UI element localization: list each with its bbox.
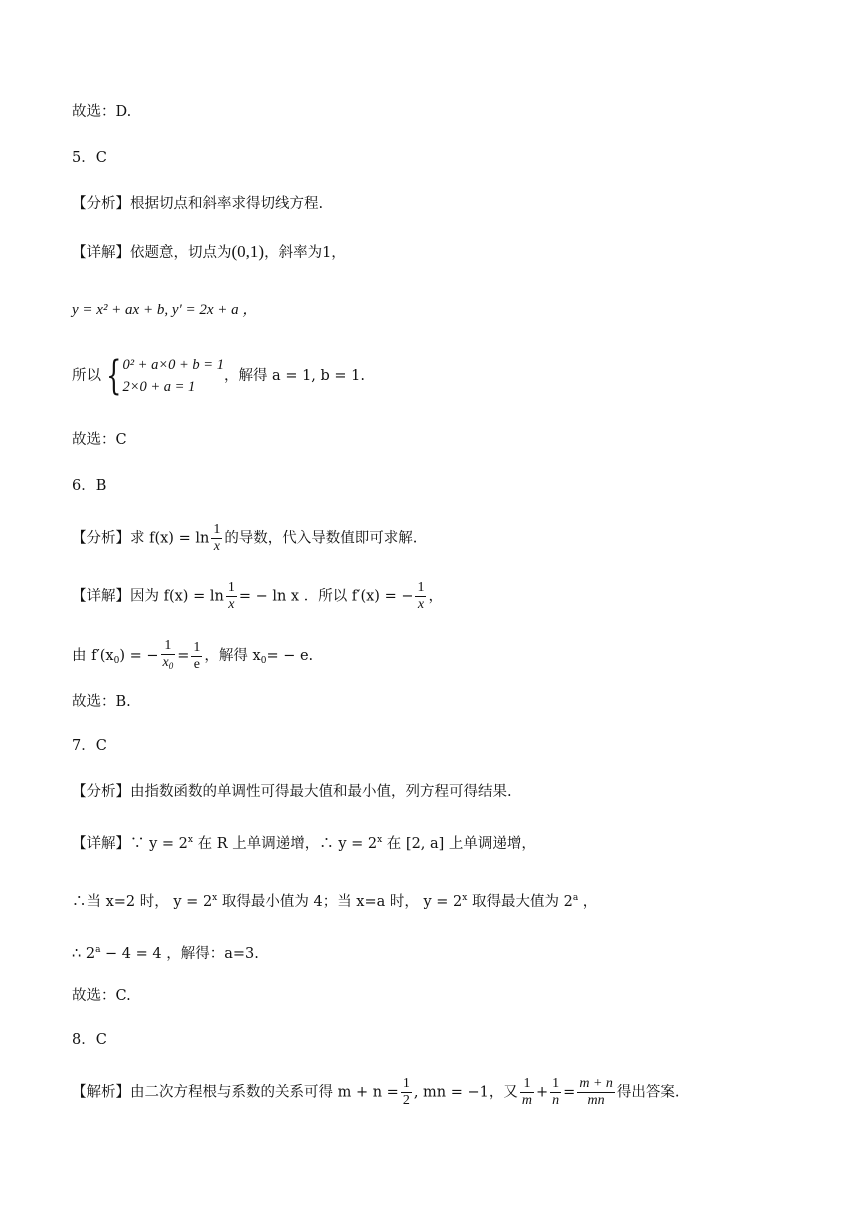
q5-equation: y = x² + ax + b, y′ = 2x + a ，	[72, 302, 258, 318]
question-6-header: 6．B	[72, 478, 107, 494]
superscript: x	[212, 893, 218, 903]
q6-analysis	[72, 522, 417, 555]
q6-analysis-text2: 的导数，代入导数值即可求解.	[224, 530, 418, 547]
question-8-header: 8．C	[72, 1032, 107, 1048]
q8-analysis	[72, 1076, 680, 1109]
q6-detail-text: 【详解】因为 f(x) = ln	[72, 588, 224, 605]
q7-answer: 故选：C.	[72, 988, 131, 1004]
q5-detail	[72, 242, 346, 263]
q7-solve	[72, 940, 259, 964]
q8-analysis-text2: , mn = −1，又	[413, 1084, 518, 1101]
superscript: a	[572, 893, 579, 903]
q5-detail-text2: ，斜率为	[264, 245, 323, 261]
q8-analysis-text: 【解析】由二次方程根与系数的关系可得 m + n =	[72, 1084, 399, 1101]
q7-detail-text2: 在 R 上单调递增，∴ y = 2	[192, 836, 378, 852]
q5-solution: ，解得 a = 1, b = 1.	[223, 368, 366, 384]
answer-choice-d: 故选：D.	[72, 104, 132, 120]
q6-solve-text3: ，解得 x	[204, 648, 261, 664]
q6-detail-text3: ，	[428, 588, 443, 605]
q6-solve-text: 由 f′(x	[72, 648, 114, 664]
q6-detail-text2: = − ln x ．所以 f′(x) = −	[238, 588, 414, 605]
q6-detail	[72, 580, 443, 613]
q8-analysis-text3: 得出答案.	[616, 1084, 680, 1101]
fraction-1-over-x0: $\frac{1}{x_0}$	[162, 638, 174, 671]
q7-minmax	[72, 888, 597, 912]
q7-minmax-text3: 取得最大值为 2	[467, 894, 573, 910]
q7-solve-text2: − 4 = 4 ，解得：a=3.	[100, 946, 259, 962]
superscript: x	[187, 835, 193, 845]
q7-minmax-text2: 取得最小值为 4；当 x=a 时， y = 2	[217, 894, 463, 910]
equals: =	[177, 648, 190, 664]
q7-minmax-text4: ，	[578, 894, 598, 910]
q7-analysis: 【分析】由指数函数的单调性可得最大值和最小值，列方程可得结果.	[72, 784, 512, 800]
subscript: 0	[260, 656, 267, 666]
q7-minmax-text: ∴当 x=2 时， y = 2	[72, 894, 213, 910]
q6-solve-text2: ) = −	[119, 648, 159, 664]
subscript: 0	[113, 656, 120, 666]
question-5-header: 5．C	[72, 150, 107, 166]
q5-slope: 1，	[322, 245, 346, 261]
q7-solve-text: ∴ 2	[72, 946, 96, 962]
fraction-1-over-n: $\frac{1}{n}$	[552, 1076, 560, 1108]
superscript: a	[95, 945, 101, 955]
q5-point: (0,1)	[231, 242, 265, 261]
brace-icon: {	[106, 353, 122, 399]
q7-detail-text: 【详解】∵ y = 2	[72, 836, 188, 852]
q6-answer: 故选：B.	[72, 694, 131, 710]
q5-answer: 故选：C	[72, 432, 127, 448]
fraction-1-over-e: $\frac{1}{e}$	[193, 639, 201, 672]
fraction-1-over-x: $\frac{1}{x}$	[227, 580, 235, 612]
q6-analysis-text: 【分析】求 f(x) = ln	[72, 530, 210, 547]
superscript: x	[377, 835, 383, 845]
fraction-1-over-x: $\frac{1}{x}$	[213, 522, 221, 554]
fraction-1-over-x: $\frac{1}{x}$	[417, 580, 425, 612]
q7-detail-text3: 在 [2, a] 上单调递增，	[382, 836, 536, 852]
fraction-1-over-m: $\frac{1}{m}$	[521, 1076, 533, 1108]
fraction-mn: $\frac{m + n}{mn}$	[579, 1076, 613, 1108]
fraction-1-over-2: $\frac{1}{2}$	[402, 1076, 410, 1108]
question-7-header: 7．C	[72, 738, 107, 754]
q7-detail	[72, 830, 536, 854]
q5-detail-text: 【详解】依题意，切点为	[72, 245, 232, 261]
q5-system-eqs: 0² + a×0 + b = 1 2×0 + a = 1	[122, 357, 224, 395]
equals: =	[563, 1084, 576, 1101]
q5-system-label: 所以	[72, 368, 101, 384]
q5-system	[72, 354, 365, 398]
superscript: x	[462, 893, 468, 903]
plus: +	[536, 1084, 549, 1101]
q6-solve-result: = − e.	[266, 648, 314, 664]
q5-analysis: 【分析】根据切点和斜率求得切线方程.	[72, 196, 324, 212]
q6-solve	[72, 638, 313, 674]
